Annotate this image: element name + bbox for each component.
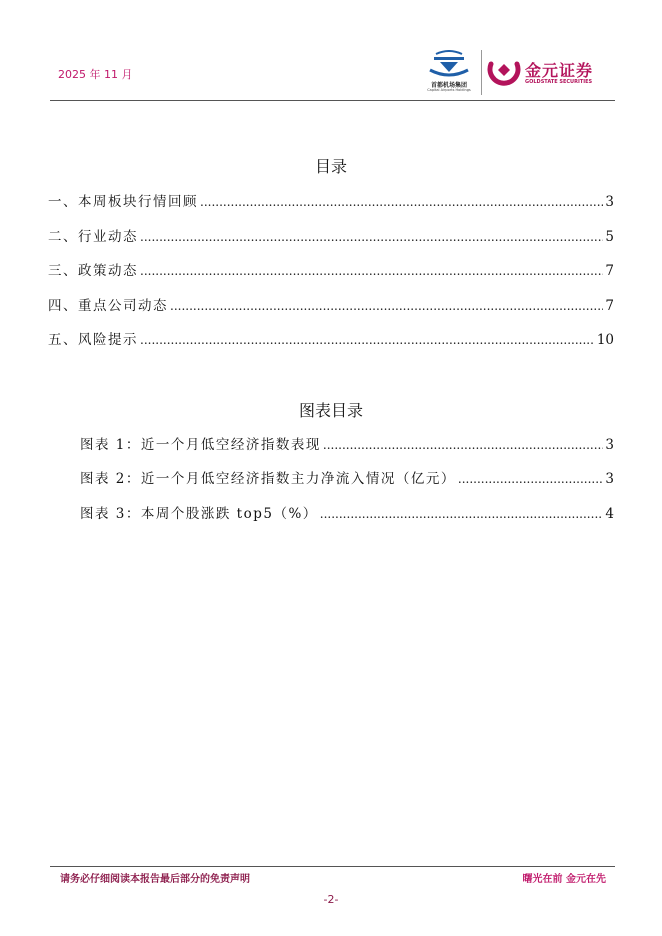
figure-item-page: 3 bbox=[605, 437, 614, 453]
toc-leader-dots bbox=[140, 333, 595, 347]
goldstate-logo bbox=[487, 56, 612, 90]
disclaimer-note: 请务必仔细阅读本报告最后部分的免责声明 bbox=[60, 874, 250, 885]
capital-airports-logo bbox=[420, 50, 478, 98]
toc-item-label: 一、本周板块行情回顾 bbox=[48, 194, 198, 210]
toc-leader-dots bbox=[458, 472, 604, 486]
goldstate-logo-en: GOLDSTATE SECURITIES bbox=[525, 79, 593, 85]
figure-item-label: 图表 1：近一个月低空经济指数表现 bbox=[80, 437, 321, 453]
figure-item-page: 3 bbox=[605, 471, 614, 487]
toc-item[interactable] bbox=[48, 225, 614, 245]
toc-leader-dots bbox=[140, 264, 603, 278]
figure-item-label: 图表 2：近一个月低空经济指数主力净流入情况（亿元） bbox=[80, 471, 456, 487]
toc-item-page: 5 bbox=[605, 229, 614, 245]
figure-item-label: 图表 3：本周个股涨跌 top5（%） bbox=[80, 506, 318, 522]
report-date: 2025 年 11 月 bbox=[58, 68, 133, 81]
toc-item[interactable] bbox=[48, 294, 614, 314]
toc-item[interactable] bbox=[48, 328, 614, 348]
capital-airports-emblem-icon bbox=[420, 50, 478, 80]
capital-logo-cn: 首都机场集团 bbox=[430, 82, 467, 89]
toc-leader-dots bbox=[323, 438, 604, 452]
toc-item-page: 7 bbox=[605, 298, 614, 314]
toc-item-page: 7 bbox=[605, 263, 614, 279]
footer-slogan: 曙光在前 金元在先 bbox=[522, 874, 606, 885]
capital-logo-en: Capital Airports Holdings bbox=[427, 88, 471, 92]
toc-item-label: 四、重点公司动态 bbox=[48, 298, 168, 314]
footer-rule bbox=[50, 866, 615, 867]
toc-item-label: 三、政策动态 bbox=[48, 263, 138, 279]
toc-item-label: 五、风险提示 bbox=[48, 332, 138, 348]
toc-item[interactable] bbox=[48, 259, 614, 279]
toc-item-page: 3 bbox=[605, 194, 614, 210]
toc-item[interactable] bbox=[48, 190, 614, 210]
logo-divider bbox=[481, 50, 482, 95]
toc-leader-dots bbox=[170, 299, 603, 313]
goldstate-logo-cn: 金元证券 bbox=[525, 61, 594, 80]
figures-title: 图表目录 bbox=[298, 401, 363, 420]
toc-title: 目录 bbox=[314, 157, 347, 176]
figure-item[interactable] bbox=[80, 433, 614, 453]
figure-item[interactable] bbox=[80, 467, 614, 487]
toc-leader-dots bbox=[320, 507, 604, 521]
header-rule bbox=[50, 100, 615, 101]
toc-item-page: 10 bbox=[596, 332, 614, 348]
goldstate-emblem-icon bbox=[487, 56, 521, 90]
toc-leader-dots bbox=[200, 195, 603, 209]
toc-item-label: 二、行业动态 bbox=[48, 229, 138, 245]
page-number: -2- bbox=[323, 893, 339, 906]
figure-item[interactable] bbox=[80, 502, 614, 522]
toc-leader-dots bbox=[140, 230, 603, 244]
figure-item-page: 4 bbox=[605, 506, 614, 522]
